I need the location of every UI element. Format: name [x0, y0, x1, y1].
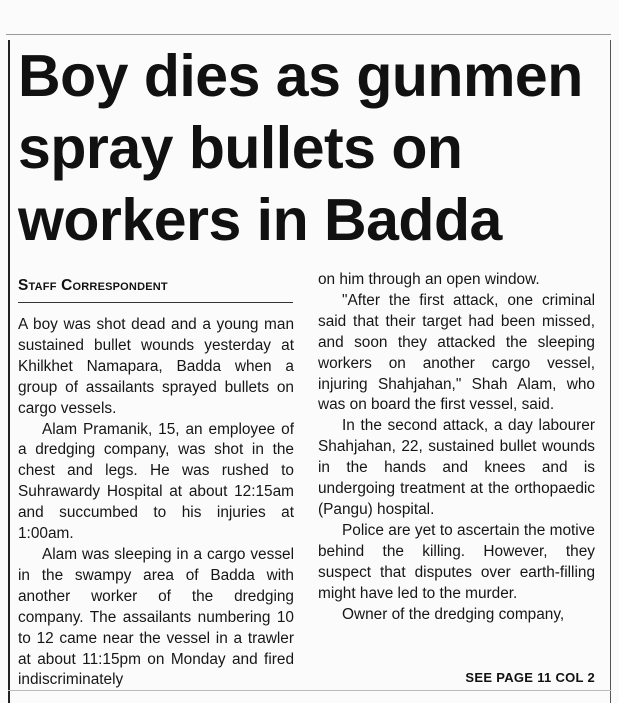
article-column-1	[18, 315, 294, 691]
headline	[18, 40, 608, 256]
article-column-2	[318, 270, 595, 625]
byline: Staff Correspondent	[18, 277, 168, 294]
paragraph: "After the first attack, one criminal said that their target had been missed, and soon they attacked the sleeping workers on another cargo vessel, injuring Shahjahan," Shah Alam, who was on board the first vessel, said.	[318, 291, 595, 414]
paragraph: A boy was shot dead and a young man sustained bullet wounds yesterday at Khilkhet Namapara, Badda when a group of assailants sprayed bullets on cargo vessels.	[18, 316, 294, 417]
paragraph: Owner of the dredging company,	[342, 605, 565, 623]
right-border-rule	[610, 40, 611, 703]
headline-line-1: Boy dies as gunmen	[18, 43, 583, 109]
paragraph: In the second attack, a day labourer Shahjahan, 22, sustained bullet wounds in the hands and knees and is undergoing treatment at the orthopaedic (Pangu) hospital.	[318, 417, 595, 518]
headline-line-3: workers in Badda	[18, 187, 502, 253]
paragraph: Alam Pramanik, 15, an employee of a dredging company, was shot in the chest and legs. He was rushed to Suhrawardy Hospital at about 12:15am and succumbed to his injuries at 1:00am.	[18, 420, 294, 543]
continuation-jump-line: SEE PAGE 11 COL 2	[465, 670, 595, 685]
paragraph: on him through an open window.	[318, 271, 540, 288]
paragraph: Alam was sleeping in a cargo vessel in the swampy area of Badda with another worker of the dredging company. The assailants numbering 10 to 12 came near the vessel in a trawler at about 11:15pm on Monday and fired indiscriminately	[18, 545, 294, 689]
left-border-rule	[8, 40, 10, 703]
top-rule	[6, 34, 611, 35]
headline-line-2: spray bullets on	[18, 115, 463, 181]
paragraph: Police are yet to ascertain the motive behind the killing. However, they suspect that disputes over earth-filling might have led to the murder.	[318, 521, 595, 602]
byline-underline	[18, 302, 293, 303]
